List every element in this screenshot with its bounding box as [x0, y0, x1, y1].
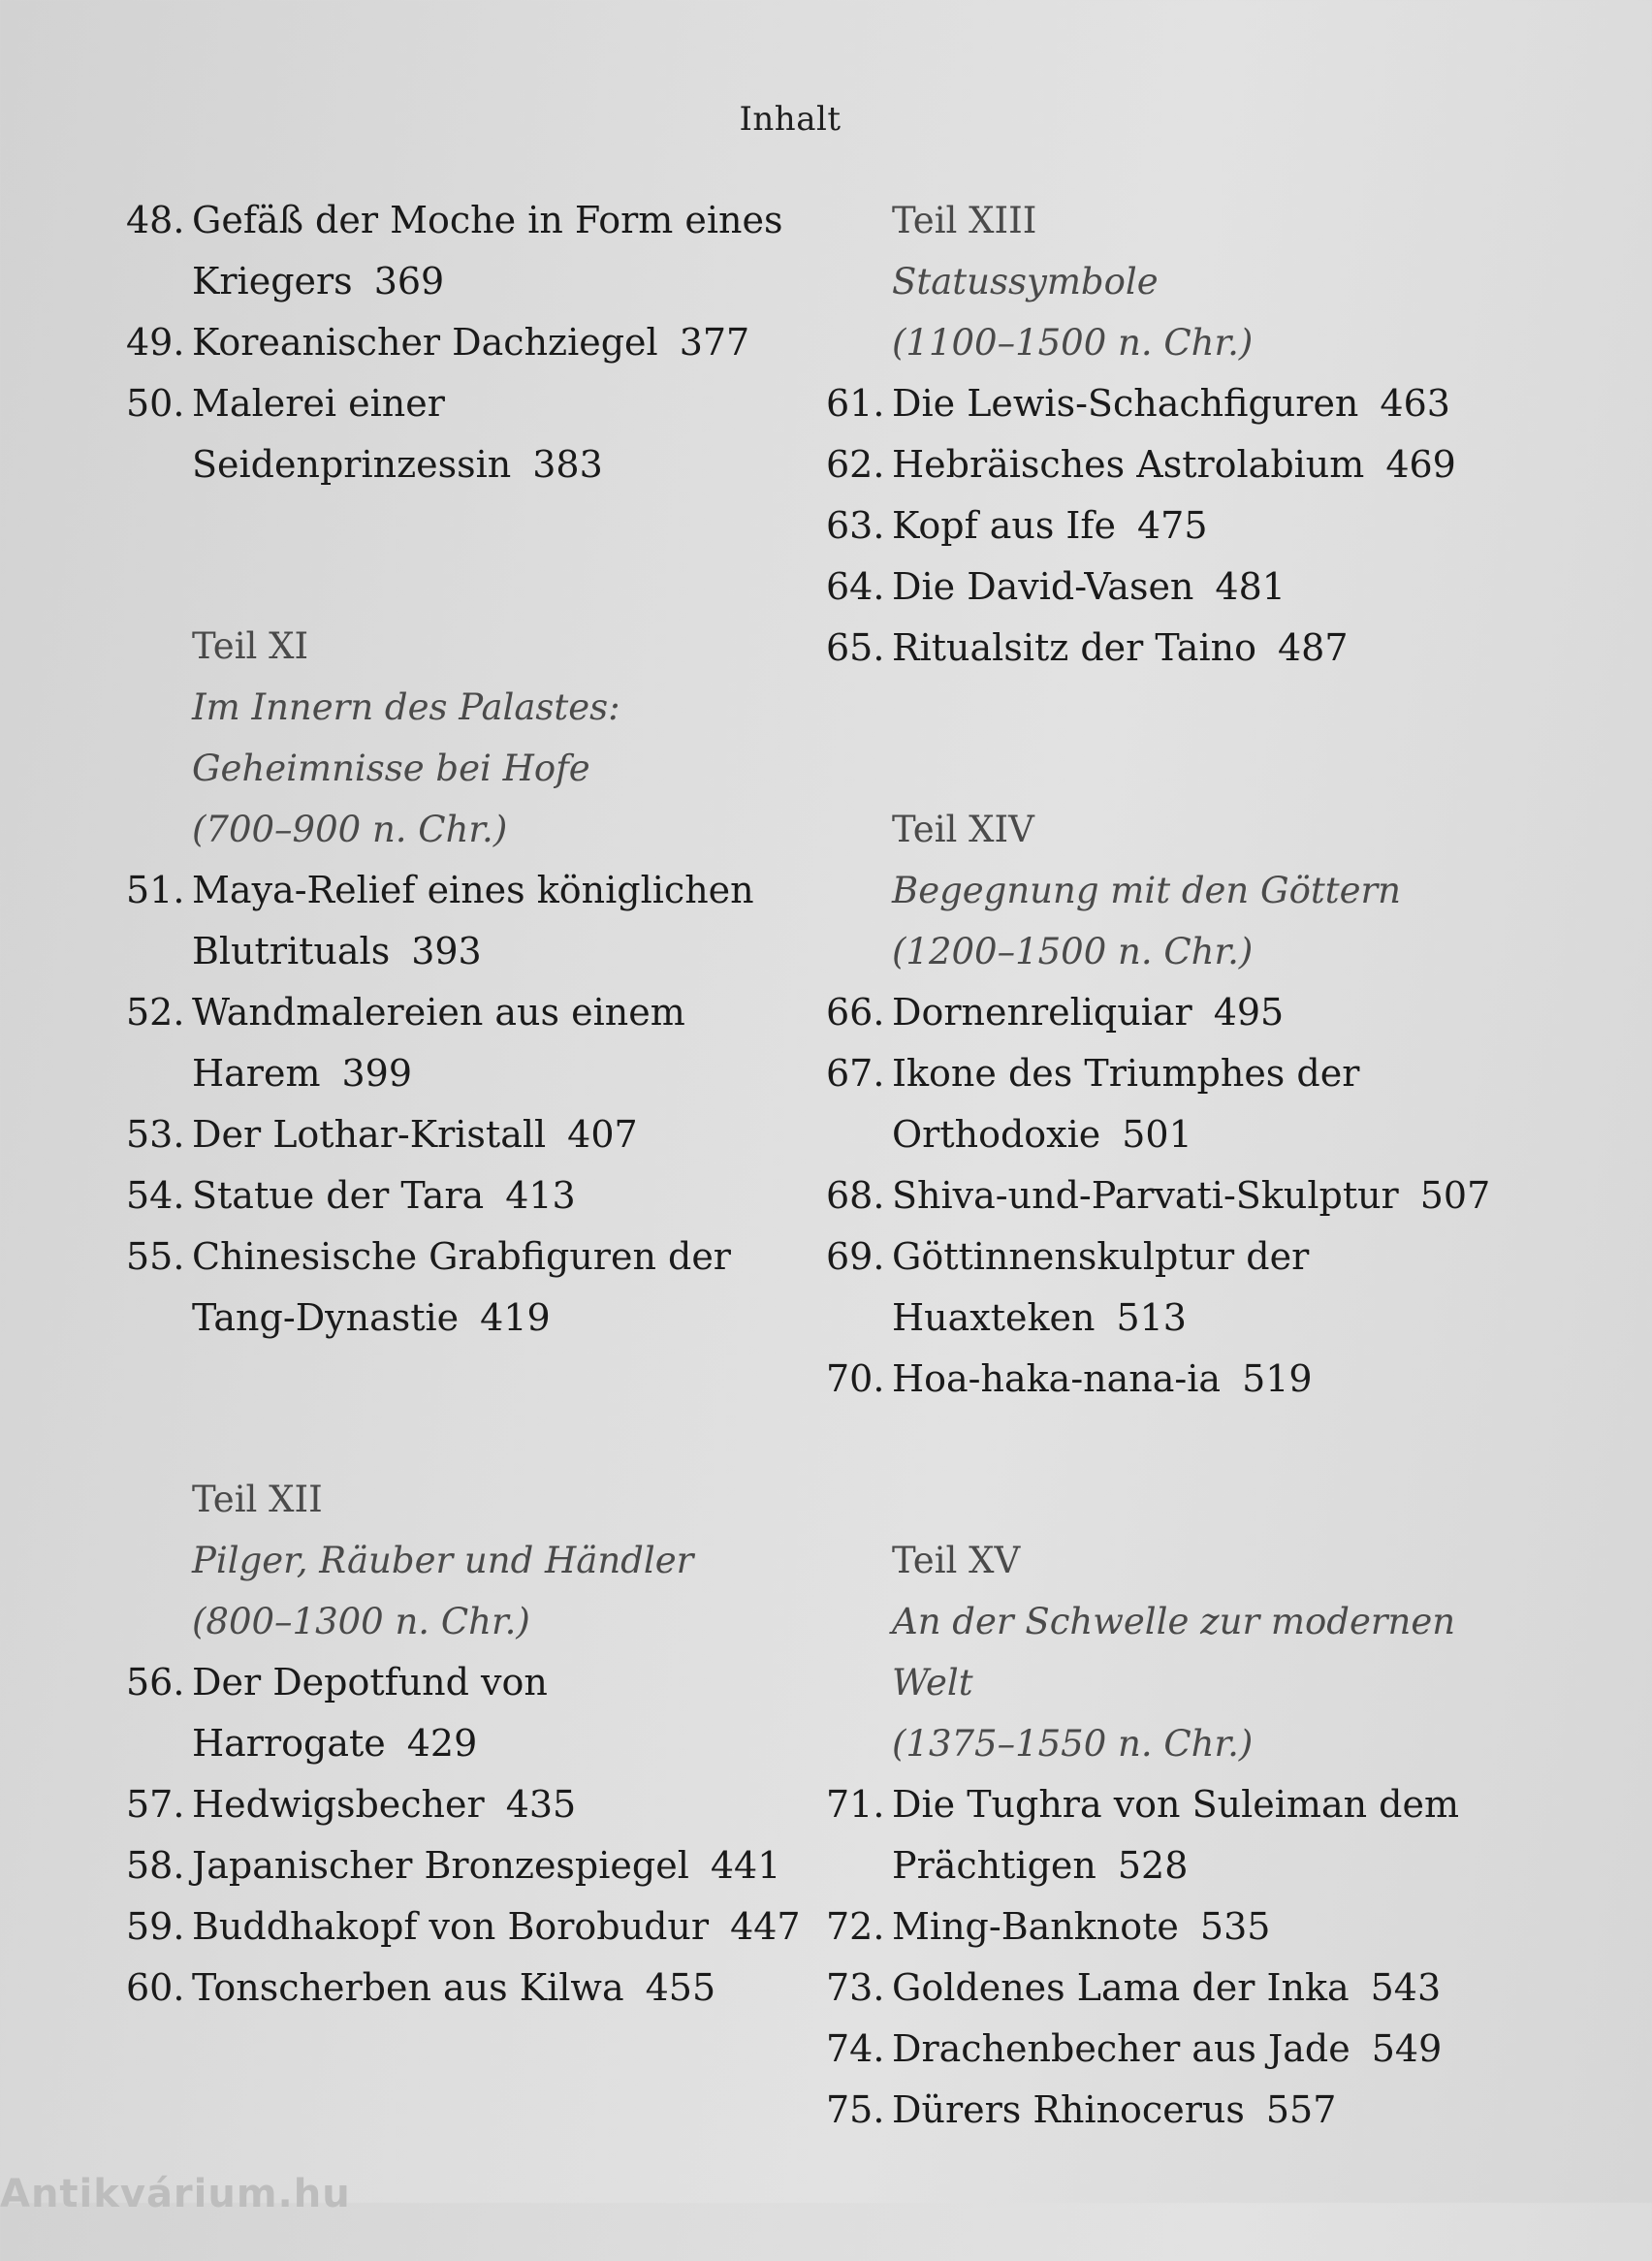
entry-title: [892, 1958, 1505, 2019]
entry-title: [192, 312, 805, 373]
entry-title: [192, 1226, 805, 1349]
entry-line: [892, 373, 1505, 434]
entry-text: Maya-Relief eines königlichen: [192, 869, 754, 911]
entry-text: Seidenprinzessin: [192, 443, 512, 486]
entry-line: [192, 1043, 805, 1104]
entry-line: [892, 1288, 1505, 1349]
entry-title: [892, 1896, 1505, 1958]
entry-line: [192, 982, 805, 1043]
page-number: 399: [341, 1052, 413, 1095]
page-number: 463: [1380, 382, 1450, 425]
right-column: [826, 190, 1505, 2261]
entry-number: 60.: [126, 1966, 185, 2009]
part-label: Teil XIII: [892, 200, 1037, 241]
entry-number: 75.: [826, 2088, 885, 2131]
entry-text: Dornenreliquiar: [892, 991, 1192, 1034]
page-number: 393: [411, 930, 482, 972]
page-number: 543: [1370, 1966, 1442, 2009]
entry-number: 74.: [826, 2027, 885, 2070]
entry-line: [192, 1288, 805, 1349]
toc-entry: [126, 1835, 805, 1896]
page-number: 469: [1385, 443, 1456, 486]
entry-line: [892, 1835, 1505, 1896]
entry-text: Harrogate: [192, 1722, 386, 1765]
entry-text: Göttinnenskulptur der: [892, 1235, 1310, 1278]
entry-text: Koreanischer Dachziegel: [192, 321, 658, 364]
entry-text: Der Lothar-Kristall: [192, 1113, 547, 1156]
entry-line: [192, 1226, 805, 1288]
entry-line: [192, 434, 805, 495]
page-number: 383: [532, 443, 603, 486]
toc-entry: [826, 557, 1505, 618]
entry-title: [892, 1165, 1505, 1226]
part-label: Teil XIV: [892, 809, 1034, 850]
entry-line: [192, 1835, 805, 1896]
part-xii: [126, 1469, 805, 2019]
toc-entry: [126, 860, 805, 982]
entry-text: Harem: [192, 1052, 321, 1095]
entry-text: Ritualsitz der Taino: [892, 626, 1256, 669]
entry-title: [892, 2019, 1505, 2080]
entry-title: [192, 1165, 805, 1226]
entry-number: 71.: [826, 1783, 885, 1826]
entry-number: 51.: [126, 869, 185, 911]
page-number: 435: [505, 1783, 577, 1826]
page-number: 447: [730, 1905, 801, 1948]
part-xi: [126, 616, 805, 1349]
entry-number: 61.: [826, 382, 885, 425]
entry-number: 72.: [826, 1905, 885, 1948]
entry-line: [892, 1226, 1505, 1288]
entry-line: [892, 618, 1505, 679]
entry-number: 53.: [126, 1113, 185, 1156]
page-number: 429: [406, 1722, 478, 1765]
entry-title: [892, 2080, 1505, 2141]
toc-entry: [826, 1043, 1505, 1165]
toc-entry: [126, 1165, 805, 1226]
entry-line: [192, 1652, 805, 1713]
entry-text: Ming-Banknote: [892, 1905, 1179, 1948]
entry-number: 63.: [826, 504, 885, 547]
entry-line: [192, 1958, 805, 2019]
entry-text: Tang-Dynastie: [192, 1296, 460, 1339]
toc-entry: [826, 1896, 1505, 1958]
page-number: 475: [1137, 504, 1208, 547]
entry-title: [892, 373, 1505, 434]
page-number: 557: [1265, 2088, 1337, 2131]
entry-text: Drachenbecher aus Jade: [892, 2027, 1350, 2070]
entry-number: 62.: [826, 443, 885, 486]
entry-title: [192, 982, 805, 1104]
page-number: 407: [567, 1113, 638, 1156]
toc-entry: [126, 1104, 805, 1165]
entry-number: 65.: [826, 626, 885, 669]
entry-line: [192, 251, 805, 312]
entry-text: Hebräisches Astrolabium: [892, 443, 1365, 486]
entry-line: [192, 1165, 805, 1226]
entry-line: [892, 2080, 1505, 2141]
entry-number: 70.: [826, 1357, 885, 1400]
page-number: 528: [1117, 1844, 1189, 1887]
toc-entry: [826, 434, 1505, 495]
entry-text: Hoa-haka-nana-ia: [892, 1357, 1222, 1400]
part-title: Pilger, Räuber und Händler: [192, 1540, 694, 1581]
entry-line: [892, 1958, 1505, 2019]
page-number: 501: [1122, 1113, 1192, 1156]
toc-entry: [126, 312, 805, 373]
part-title: Statussymbole: [892, 261, 1159, 303]
entry-number: 64.: [826, 565, 885, 608]
entry-line: [892, 1104, 1505, 1165]
entry-line: [192, 860, 805, 921]
entry-text: Hedwigsbecher: [192, 1783, 485, 1826]
entry-text: Goldenes Lama der Inka: [892, 1966, 1350, 2009]
part-label: Teil XI: [192, 625, 309, 667]
entry-title: [892, 557, 1505, 618]
toc-entry: [826, 618, 1505, 679]
part-label: Teil XV: [892, 1540, 1021, 1581]
part-xiii: [826, 190, 1505, 679]
page-number: 549: [1371, 2027, 1443, 2070]
page-number: 455: [645, 1966, 716, 2009]
page-number: 419: [480, 1296, 551, 1339]
toc-entry: [826, 2080, 1505, 2141]
part-title: (700–900 n. Chr.): [192, 809, 508, 850]
entry-line: [892, 1043, 1505, 1104]
toc-entry: [126, 1958, 805, 2019]
entry-text: Malerei einer: [192, 382, 445, 425]
toc-entry: [826, 1958, 1505, 2019]
entry-text: Buddhakopf von Borobudur: [192, 1905, 710, 1948]
watermark: Antikvárium.hu: [0, 2172, 351, 2216]
entry-title: [892, 982, 1505, 1043]
entry-line: [892, 557, 1505, 618]
entry-number: 57.: [126, 1783, 185, 1826]
entry-text: Chinesische Grabfiguren der: [192, 1235, 731, 1278]
entry-title: [192, 373, 805, 495]
entry-title: [192, 1835, 805, 1896]
entry-line: [192, 1896, 805, 1958]
toc-entry: [126, 982, 805, 1104]
entry-number: 69.: [826, 1235, 885, 1278]
entry-line: [192, 921, 805, 982]
page-number: 377: [679, 321, 750, 364]
entry-number: 73.: [826, 1966, 885, 2009]
entry-title: [192, 1774, 805, 1835]
entry-text: Tonscherben aus Kilwa: [192, 1966, 624, 2009]
page-number: 535: [1199, 1905, 1271, 1948]
entry-line: [892, 495, 1505, 557]
entry-text: Der Depotfund von: [192, 1661, 548, 1704]
entry-title: [192, 1896, 805, 1958]
entry-text: Orthodoxie: [892, 1113, 1101, 1156]
entry-line: [892, 1896, 1505, 1958]
part-label: Teil XII: [192, 1479, 323, 1520]
entry-title: [192, 860, 805, 982]
entry-text: Ikone des Triumphes der: [892, 1052, 1360, 1095]
entry-number: 67.: [826, 1052, 885, 1095]
entry-text: Wandmalereien aus einem: [192, 991, 685, 1034]
page-number: 507: [1419, 1174, 1491, 1217]
toc-entry: [826, 982, 1505, 1043]
entry-number: 66.: [826, 991, 885, 1034]
toc-entry: [826, 2019, 1505, 2080]
entry-line: [192, 190, 805, 251]
entry-line: [892, 1165, 1505, 1226]
entry-line: [192, 373, 805, 434]
toc-entry: [826, 495, 1505, 557]
entry-text: Blutrituals: [192, 930, 391, 972]
entry-number: 68.: [826, 1174, 885, 1217]
entry-text: Die David-Vasen: [892, 565, 1194, 608]
entry-line: [192, 1774, 805, 1835]
entry-title: [192, 190, 805, 312]
entry-number: 48.: [126, 199, 185, 241]
entry-text: Shiva-und-Parvati-Skulptur: [892, 1174, 1399, 1217]
entry-line: [892, 2019, 1505, 2080]
toc-entry: [126, 1226, 805, 1349]
toc-entry: [126, 373, 805, 495]
entry-title: [892, 1774, 1505, 1896]
entry-number: 59.: [126, 1905, 185, 1948]
part-title: Im Innern des Palastes:: [192, 686, 620, 728]
part-title: (1200–1500 n. Chr.): [892, 931, 1254, 972]
toc-entry: [126, 1896, 805, 1958]
entry-title: [192, 1958, 805, 2019]
entry-title: [892, 495, 1505, 557]
entry-line: [192, 312, 805, 373]
entry-text: Die Lewis-Schachfiguren: [892, 382, 1359, 425]
entry-text: Prächtigen: [892, 1844, 1096, 1887]
entry-number: 56.: [126, 1661, 185, 1704]
page-number: 369: [373, 260, 445, 303]
part-xiv: [826, 799, 1505, 1410]
entry-text: Japanischer Bronzespiegel: [192, 1844, 689, 1887]
entry-text: Kopf aus Ife: [892, 504, 1116, 547]
left-column: [126, 190, 805, 2139]
page-number: 513: [1116, 1296, 1187, 1339]
toc-entry: [826, 1165, 1505, 1226]
entry-title: [892, 1043, 1505, 1165]
page-number: 487: [1277, 626, 1349, 669]
entry-text: Dürers Rhinocerus: [892, 2088, 1245, 2131]
part-title: An der Schwelle zur modernen Welt: [892, 1601, 1456, 1704]
page-number: 495: [1213, 991, 1285, 1034]
entry-line: [892, 1774, 1505, 1835]
entry-text: Statue der Tara: [192, 1174, 485, 1217]
part-title: (1375–1550 n. Chr.): [892, 1723, 1254, 1765]
entry-title: [892, 434, 1505, 495]
entry-title: [892, 1349, 1505, 1410]
entry-title: [892, 1226, 1505, 1349]
entry-title: [192, 1104, 805, 1165]
entry-number: 50.: [126, 382, 185, 425]
entry-line: [892, 982, 1505, 1043]
toc-entry: [826, 1774, 1505, 1896]
entry-text: Kriegers: [192, 260, 353, 303]
entry-number: 54.: [126, 1174, 185, 1217]
entries-48-50: [126, 190, 805, 495]
page-number: 413: [505, 1174, 576, 1217]
entry-line: [892, 1349, 1505, 1410]
entry-text: Gefäß der Moche in Form eines: [192, 199, 783, 241]
entry-number: 49.: [126, 321, 185, 364]
part-xv: [826, 1530, 1505, 2141]
entry-number: 52.: [126, 991, 185, 1034]
part-title: Geheimnisse bei Hofe: [192, 748, 590, 789]
entry-title: [892, 618, 1505, 679]
entry-number: 58.: [126, 1844, 185, 1887]
entry-line: [892, 434, 1505, 495]
entry-line: [192, 1713, 805, 1774]
page-number: 441: [710, 1844, 781, 1887]
page-title: Inhalt: [739, 100, 842, 139]
page-number: 519: [1242, 1357, 1313, 1400]
page-number: 481: [1215, 565, 1286, 608]
toc-entry: [126, 190, 805, 312]
entry-title: [192, 1652, 805, 1774]
toc-entry: [126, 1774, 805, 1835]
toc-entry: [826, 1349, 1505, 1410]
part-title: (800–1300 n. Chr.): [192, 1601, 530, 1642]
part-title: Begegnung mit den Göttern: [892, 870, 1401, 911]
toc-entry: [826, 1226, 1505, 1349]
entry-text: Huaxteken: [892, 1296, 1096, 1339]
entry-number: 55.: [126, 1235, 185, 1278]
entry-text: Die Tughra von Suleiman dem: [892, 1783, 1459, 1826]
toc-entry: [826, 373, 1505, 434]
toc-entry: [126, 1652, 805, 1774]
part-title: (1100–1500 n. Chr.): [892, 322, 1254, 364]
entry-line: [192, 1104, 805, 1165]
